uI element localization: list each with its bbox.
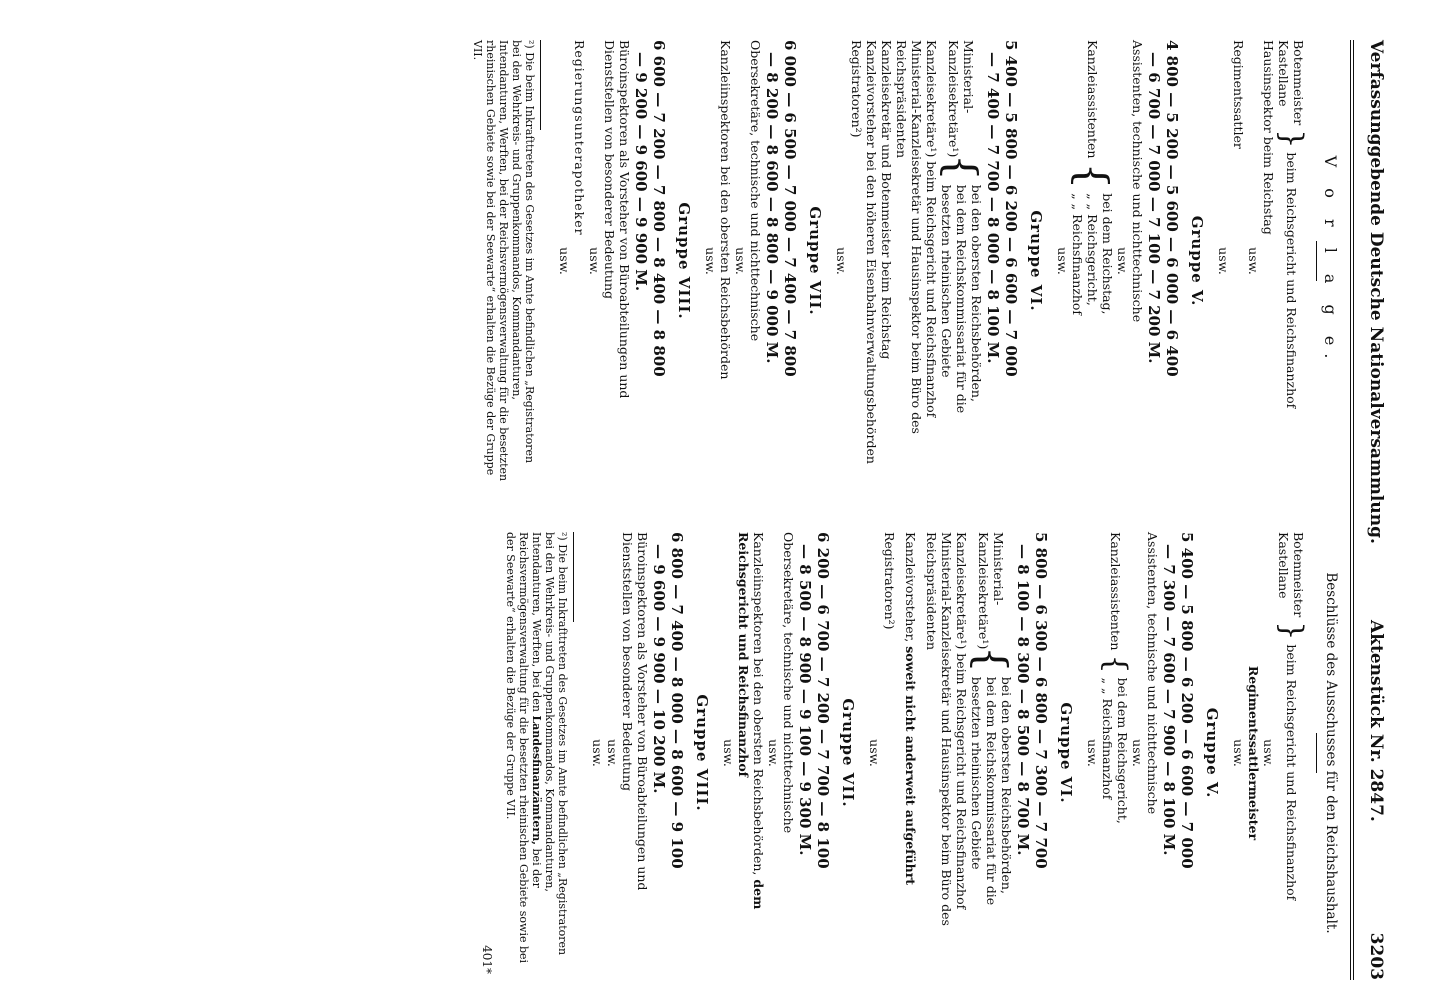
text-line: Kastellane	[1276, 532, 1291, 599]
text-line: Kanzleiinspektoren bei den obersten Reichsbehörden	[718, 40, 733, 380]
usw: usw.	[721, 739, 736, 767]
footnote-rule	[573, 532, 574, 622]
text-span: Kanzleivorsteher,	[903, 532, 918, 643]
salary-scale	[1145, 40, 1181, 482]
signature-mark: 401*	[480, 945, 494, 974]
divider	[1316, 733, 1317, 773]
text-line: beim Reichsgericht und Reichsfinanzhof	[1284, 152, 1299, 409]
group-heading: Gruppe VI.	[1027, 210, 1045, 312]
salary-line: — 6 700 — 7 000 — 7 100 — 7 200 M.	[1145, 52, 1163, 364]
footnote-rule	[540, 40, 541, 130]
salary-line: — 7 300 — 7 600 — 7 900 — 8 100 M.	[1160, 544, 1178, 856]
text-line: Ministerial-Kanzleisekretäre¹)	[976, 532, 1006, 650]
salary-scale	[1014, 532, 1050, 974]
salary-line: — 8 100 — 8 300 — 8 500 — 8 700 M.	[1014, 544, 1032, 856]
footnote: ²) Die beim Inkrafttreten des Gesetzes im Amte befindlichen „Registratoren bei den Wehrkreis- und Gruppenkommandos, Kommandanturen, Intendanturen, Werften, bei der Reichsvermögensverwaltung für die besetzten rheinischen Gebiete sowie bei der Seewarte“ erhalten die Bezüge der Gruppe VII.	[471, 40, 536, 482]
page-number: 3203	[1366, 932, 1386, 980]
bracket-group	[969, 532, 1014, 974]
usw: usw.	[703, 247, 718, 275]
text-line: Kastellane	[1276, 40, 1291, 107]
group-heading: Gruppe VII.	[806, 206, 824, 316]
brace: {	[1098, 654, 1133, 674]
brace: {	[937, 154, 986, 181]
column-title: V o r l a g e.	[1321, 155, 1340, 367]
text-line	[736, 532, 766, 974]
text-line: bei den obersten Reichsbehörden,	[969, 184, 984, 402]
text-line: „ „ Reichsfinanzhof	[1070, 193, 1085, 316]
group-heading: Gruppe VI.	[1057, 702, 1075, 804]
salary-line: — 9 600 — 9 900 — 10 200 M.	[650, 544, 668, 794]
bold-text: soweit nicht anderweit aufgeführt	[903, 646, 918, 886]
salary-line: 5 400 — 5 800 — 6 200 — 6 600 — 7 000	[1002, 40, 1020, 377]
text-line: Hausinspektor beim Reichstag	[1261, 40, 1276, 235]
text-line: Büroinspektoren als Vorsteher von Büroabteilungen und Dienststellen von besonderer Bedeutung	[620, 532, 650, 891]
text-line: Regimentssattlermeister	[1246, 665, 1261, 841]
usw: usw.	[1130, 739, 1145, 767]
text-line: Botenmeister	[1291, 40, 1306, 126]
group-heading: Gruppe VIII.	[693, 694, 711, 812]
text-line: Assistenten, technische und nichttechnische	[1130, 40, 1145, 323]
column-beschluesse	[479, 532, 1342, 974]
salary-scale	[650, 532, 686, 974]
text-line: Regimentssattler	[1231, 40, 1246, 149]
salary-scale	[984, 40, 1020, 482]
group-heading: Gruppe V.	[1188, 215, 1206, 307]
salary-line: — 7 400 — 7 700 — 8 000 — 8 100 M.	[984, 52, 1002, 364]
text-line: besetzten rheinischen Gebiete	[969, 676, 984, 870]
text-line: Ministerial-Kanzleisekretäre¹)	[946, 40, 976, 158]
text-line: Ministerial-Kanzleisekretär und Hausinspektor beim Büro des Reichspräsidenten	[924, 532, 954, 926]
salary-line: 5 400 — 5 800 — 6 200 — 6 600 — 7 000	[1178, 532, 1196, 869]
salary-line: 4 800 — 5 200 — 5 600 — 6 000 — 6 400	[1163, 40, 1181, 377]
group-heading: Gruppe VII.	[839, 698, 857, 808]
brace: }	[1274, 621, 1309, 641]
text-line: bei dem Reichstag,	[1100, 193, 1115, 315]
bold-text: dem Reichsgericht und Reichsfinanzhof	[736, 532, 766, 910]
usw: usw.	[766, 739, 781, 767]
group-heading: Gruppe V.	[1203, 707, 1221, 799]
footnote	[504, 532, 569, 974]
text-line: Kanzleivorsteher bei den höheren Eisenbahnverwaltungsbehörden	[864, 40, 879, 464]
text-line: „ „ Reichsgericht,	[1085, 193, 1100, 306]
text-line: Kanzleisekretär und Botenmeister beim Reichstag	[879, 40, 894, 360]
text-line: Kanzleiassistenten	[1108, 532, 1123, 651]
salary-line: — 8 500 — 8 900 — 9 100 — 9 300 M.	[796, 544, 814, 856]
usw: usw.	[1216, 247, 1231, 275]
column-title: Beschlüsse des Ausschusses für den Reichshaushalt.	[1323, 572, 1339, 934]
salary-line: 6 800 — 7 400 — 8 000 — 8 600 — 9 100	[668, 532, 686, 869]
header-rule	[1350, 40, 1354, 980]
text-span: bei der Reichsvermögensverwaltung für die besetzten rheinischen Gebiete sowie bei der Seewarte“ erhalten die Bezüge der Gruppe VII.	[504, 532, 543, 964]
usw: usw.	[1085, 739, 1100, 767]
usw: usw.	[1115, 247, 1130, 275]
brace: }	[1274, 129, 1309, 149]
usw: usw.	[834, 247, 849, 275]
salary-scale	[632, 40, 668, 482]
text-line: Registratoren²)	[849, 40, 864, 138]
text-line: Obersekretäre, technische und nichttechnische	[748, 40, 763, 342]
usw: usw.	[1231, 739, 1246, 767]
text-line	[903, 532, 918, 974]
salary-line: — 8 200 — 8 600 — 8 800 — 9 000 M.	[763, 52, 781, 364]
text-line: bei dem Reichskommissariat für die	[954, 184, 969, 414]
salary-line: — 9 200 — 9 600 — 9 900 M.	[632, 52, 650, 292]
bracket-group	[1070, 40, 1115, 482]
usw: usw.	[587, 247, 602, 275]
salary-line: 6 600 — 7 200 — 7 800 — 8 400 — 8 800	[650, 40, 668, 377]
bracket-group	[939, 40, 984, 482]
usw: usw.	[557, 247, 572, 275]
text-line: bei dem Reichsgericht,	[1115, 677, 1130, 824]
salary-scale	[763, 40, 799, 482]
usw: usw.	[590, 739, 605, 767]
salary-scale	[796, 532, 832, 974]
divider	[1316, 241, 1317, 281]
text-line: Regierungsunterapotheker	[572, 40, 587, 236]
text-line: Kanzleisekretäre¹) beim Reichsgericht und Reichsfinanzhof	[954, 532, 969, 910]
salary-line: 6 200 — 6 700 — 7 200 — 7 700 — 8 100	[814, 532, 832, 869]
text-line: Registratoren²)	[882, 532, 897, 630]
bracket-group	[1274, 40, 1309, 482]
text-line: Büroinspektoren als Vorsteher von Büroabteilungen und Dienststellen von besonderer Bedeutung	[602, 40, 632, 399]
running-header	[1360, 40, 1386, 980]
text-line: Obersekretäre, technische und nichttechnische	[781, 532, 796, 834]
text-line: Botenmeister	[1291, 532, 1306, 618]
usw: usw.	[1055, 247, 1070, 275]
salary-line: 5 800 — 6 300 — 6 800 — 7 300 — 7 700	[1032, 532, 1050, 869]
group-heading: Gruppe VIII.	[675, 202, 693, 320]
salary-scale	[1160, 532, 1196, 974]
usw: usw.	[1246, 247, 1261, 275]
header-left: Verfassunggebende Deutsche Nationalversammlung.	[1366, 40, 1386, 544]
brace: {	[967, 646, 1016, 673]
usw: usw.	[867, 739, 882, 767]
salary-line: 6 000 — 6 500 — 7 000 — 7 400 — 7 800	[781, 40, 799, 377]
text-line: Kanzleisekretäre¹) beim Reichsgericht und Reichsfinanzhof	[924, 40, 939, 418]
text-line: Ministerial-Kanzleisekretär und Hausinspektor beim Büro des Reichspräsidenten	[894, 40, 924, 434]
usw: usw.	[1261, 739, 1276, 767]
text-line: besetzten rheinischen Gebiete	[939, 184, 954, 378]
text-line: bei dem Reichskommissariat für die	[984, 676, 999, 906]
bold-text: Landesfinanzämtern,	[530, 715, 543, 846]
bracket-group	[1098, 532, 1133, 974]
text-line: bei den obersten Reichsbehörden,	[999, 676, 1014, 894]
header-document-number: Aktenstück Nr. 2847.	[1366, 620, 1386, 822]
brace: {	[1068, 162, 1117, 190]
usw: usw.	[605, 739, 620, 767]
bracket-group	[1274, 532, 1309, 974]
text-line: beim Reichsgericht und Reichsfinanzhof	[1284, 644, 1299, 901]
text-line: Kanzleiassistenten	[1085, 40, 1100, 159]
column-vorlage	[471, 40, 1342, 482]
text-line: Assistenten, technische und nichttechnische	[1145, 532, 1160, 815]
usw: usw.	[733, 247, 748, 275]
text-line: „ „ Reichsfinanzhof	[1100, 677, 1115, 800]
text-span: Kanzleiinspektoren bei den obersten Reichsbehörden,	[751, 532, 766, 876]
text-span: ²) Die beim Inkrafttreten des Gesetzes im Amte befindlichen „Registratoren bei den Wehrkreis- und Gruppenkommandos, Kommandanturen, Intendanturen, Werften, bei den	[530, 532, 569, 956]
